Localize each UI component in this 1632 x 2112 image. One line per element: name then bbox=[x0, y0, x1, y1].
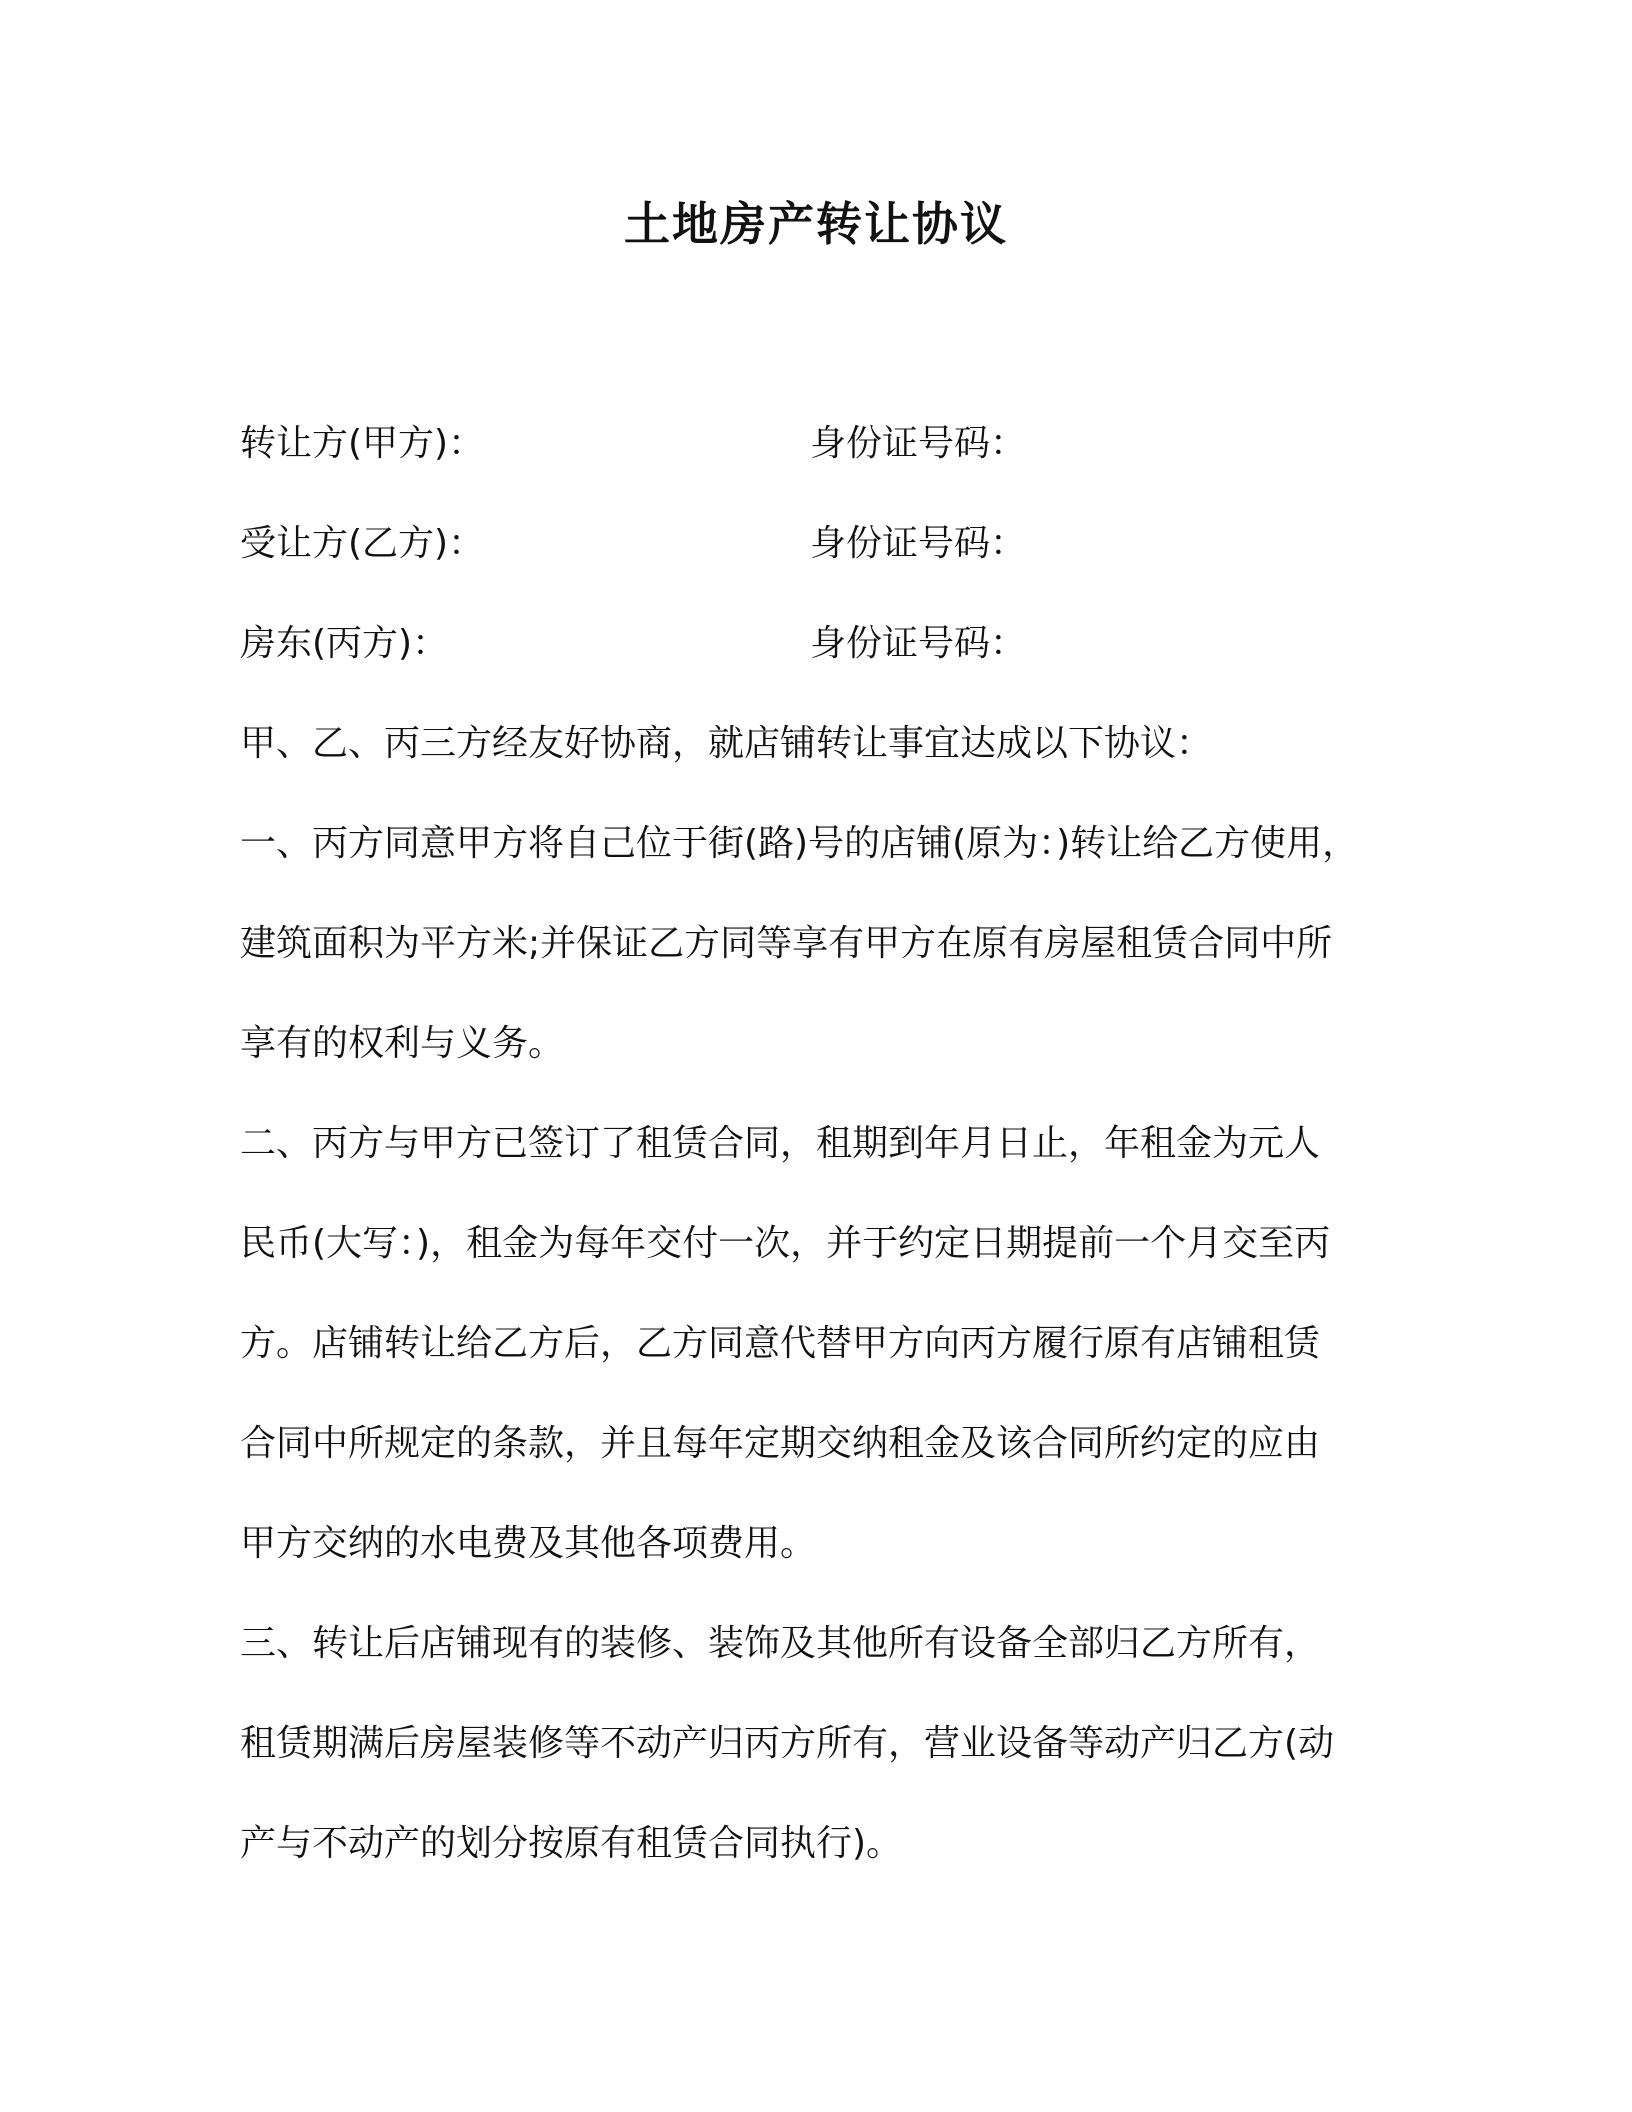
clause-2-line: 合同中所规定的条款，并且每年定期交纳租金及该合同所约定的应由 bbox=[240, 1423, 1321, 1464]
party-row-transferee bbox=[240, 514, 1390, 574]
clause-2-line: 二、丙方与甲方已签订了租赁合同，租期到年月日止，年租金为元人 bbox=[240, 1123, 1321, 1164]
clause-3-line: 三、转让后店铺现有的装修、装饰及其他所有设备全部归乙方所有， bbox=[240, 1623, 1321, 1664]
clause-2-line: 甲方交纳的水电费及其他各项费用。 bbox=[240, 1523, 817, 1564]
clause-3-line: 产与不动产的划分按原有租赁合同执行)。 bbox=[240, 1823, 903, 1864]
clause-2-line: 方。店铺转让给乙方后，乙方同意代替甲方向丙方履行原有店铺租赁 bbox=[240, 1323, 1321, 1364]
clause-2-line: 民币(大写：)，租金为每年交付一次，并于约定日期提前一个月交至丙 bbox=[240, 1223, 1331, 1264]
clause-1-line: 一、丙方同意甲方将自己位于街(路)号的店铺(原为：)转让给乙方使用， bbox=[240, 823, 1359, 864]
party-label: 房东(丙方)： bbox=[240, 623, 449, 664]
clause-1-line: 建筑面积为平方米;并保证乙方同等享有甲方在原有房屋租赁合同中所 bbox=[240, 923, 1333, 964]
party-row-transferor bbox=[240, 414, 1390, 474]
id-number-label: 身份证号码： bbox=[810, 623, 1027, 664]
id-number-label: 身份证号码： bbox=[810, 523, 1027, 564]
agreement-intro: 甲、乙、丙三方经友好协商，就店铺转让事宜达成以下协议： bbox=[240, 723, 1213, 764]
party-row-landlord bbox=[240, 614, 1390, 674]
party-label: 受让方(乙方)： bbox=[240, 523, 485, 564]
clause-3-line: 租赁期满后房屋装修等不动产归丙方所有，营业设备等动产归乙方(动 bbox=[240, 1723, 1335, 1764]
clause-1-line: 享有的权利与义务。 bbox=[240, 1023, 565, 1064]
party-label: 转让方(甲方)： bbox=[240, 423, 485, 464]
id-number-label: 身份证号码： bbox=[810, 423, 1027, 464]
document-title: 土地房产转让协议 bbox=[624, 197, 1008, 251]
